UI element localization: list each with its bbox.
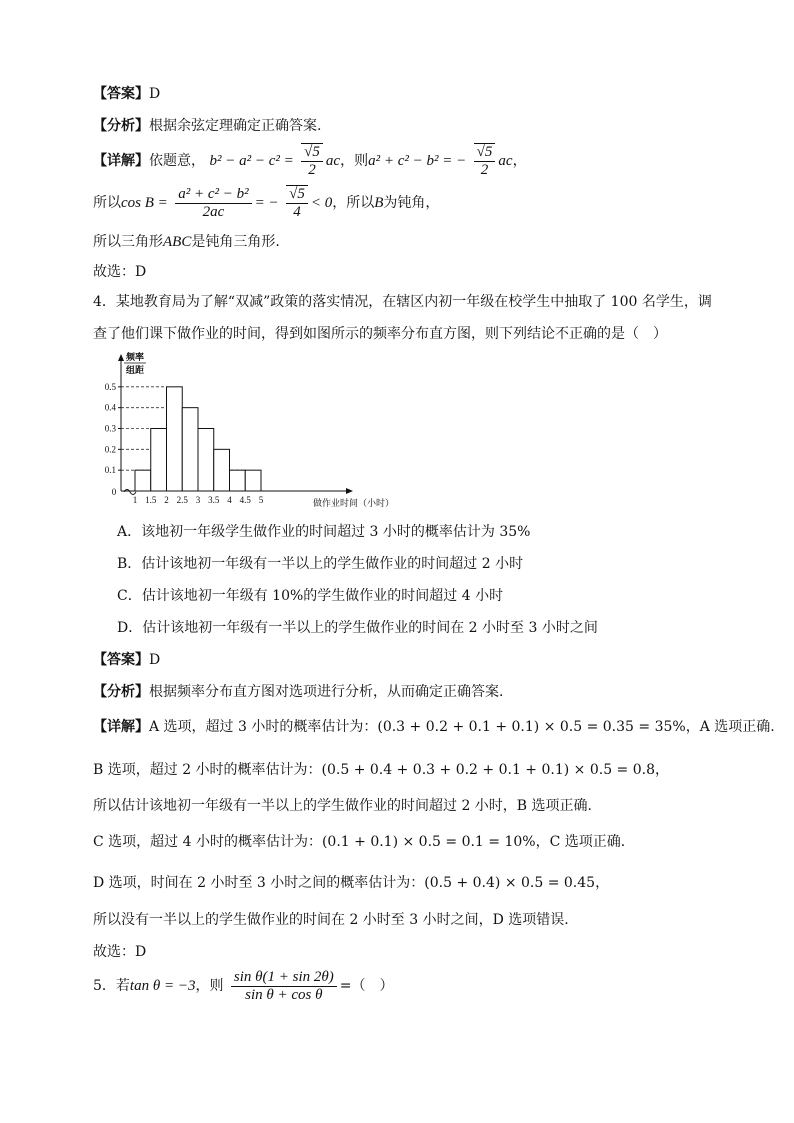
q4-detail-a-line	[93, 717, 775, 737]
x-tick-label: 5	[258, 495, 264, 505]
x-axis-label: 做作业时间（小时）	[313, 498, 395, 508]
angle-b: B	[374, 195, 384, 211]
cos-lhs: cos B =	[121, 195, 168, 211]
x-tick-label: 3	[195, 495, 201, 505]
q4-detail-b2: 所以估计该地初一年级有一半以上的学生做作业的时间超过 2 小时，B 选项正确.	[93, 798, 592, 814]
histogram-bar	[167, 387, 183, 491]
histogram-bar	[182, 408, 198, 491]
histogram-bar	[230, 470, 246, 491]
cos-tail: < 0	[310, 195, 333, 211]
analysis-text: 根据余弦定理确定正确答案.	[149, 118, 322, 134]
y-tick-label: 0.1	[104, 465, 116, 476]
eq2-tail: ac	[498, 153, 513, 169]
axis-break-icon	[124, 490, 136, 495]
y-label-top: 频率	[125, 352, 145, 362]
analysis-text: 根据频率分布直方图对选项进行分析，从而确定正确答案.	[149, 684, 504, 700]
q4-option-c: C．估计该地初一年级有 10%的学生做作业的时间超过 4 小时	[117, 588, 504, 604]
q4-stem-line1: 4．某地教育局为了解“双减”政策的落实情况，在辖区内初一年级在校学生中抽取了 100 名学生，调	[93, 294, 712, 310]
q5-tail: =（ ）	[339, 978, 394, 994]
cos-eq: = −	[254, 195, 279, 211]
y-tick-label: 0.3	[104, 423, 116, 434]
frequency-histogram	[93, 352, 395, 512]
histogram-bar	[245, 470, 261, 491]
analysis-tag: 【分析】	[93, 118, 149, 134]
answer-tag: 【答案】	[93, 86, 149, 102]
q3-detail-line	[93, 142, 527, 180]
y-axis-arrow	[118, 354, 124, 361]
cos-prefix: 所以	[93, 195, 121, 211]
q5-prefix: 5．若	[93, 978, 130, 994]
x-tick-label: 1	[132, 495, 138, 505]
x-tick-label: 1.5	[145, 495, 157, 505]
y-tick-label: 0.2	[104, 444, 116, 455]
detail-intro: 依题意，	[149, 153, 205, 169]
x-axis-arrow	[346, 488, 353, 494]
detail-tag: 【详解】	[93, 719, 149, 735]
triangle-abc: ABC	[163, 234, 192, 250]
eq2-lhs: a² + c² − b² = −	[368, 153, 467, 169]
q4-detail-d2: 所以没有一半以上的学生做作业的时间在 2 小时至 3 小时之间，D 选项错误.	[93, 912, 569, 928]
histogram-bar	[198, 429, 214, 492]
eq1-fraction: $\frac{√5}{2}$	[301, 143, 323, 179]
analysis-tag: 【分析】	[93, 684, 149, 700]
q5-line	[93, 966, 394, 1006]
q3-cos-line	[93, 184, 439, 222]
q4-detail-b: B 选项，超过 2 小时的概率估计为：(0.5 + 0.4 + 0.3 + 0.2 + 0.1 + 0.1) × 0.5 = 0.8，	[93, 762, 670, 778]
x-tick-label: 3.5	[208, 495, 220, 505]
q4-detail-c: C 选项，超过 4 小时的概率估计为：(0.1 + 0.1) × 0.5 = 0.1 = 10%，C 选项正确.	[93, 834, 626, 850]
y-label-bottom: 组距	[125, 365, 145, 375]
cos-after: ，所以	[332, 195, 375, 211]
q4-option-b: B．估计该地初一年级有一半以上的学生做作业的时间超过 2 小时	[117, 556, 524, 572]
triangle-prefix: 所以三角形	[93, 234, 163, 250]
x-tick-label: 2	[164, 495, 169, 505]
cos-fraction-2: $\frac{√5}{4}$	[286, 185, 308, 221]
y-tick-label: 0.5	[104, 381, 116, 392]
x-tick-label: 4.5	[239, 495, 251, 505]
q3-answer-line	[93, 84, 160, 104]
q5-fraction: $\frac{\text{sin θ(1 + sin 2θ)}}{\text{sin θ + cos θ}}$	[231, 969, 337, 1004]
y-tick-label: 0.4	[104, 402, 116, 413]
histogram-bar	[214, 449, 230, 491]
q3-choose: 故选：D	[93, 264, 147, 280]
origin-label: 0	[111, 487, 117, 497]
triangle-rest: 是钝角三角形.	[191, 234, 280, 250]
q4-detail-d: D 选项，时间在 2 小时至 3 小时之间的概率估计为：(0.5 + 0.4) × 0.5 = 0.45，	[93, 875, 610, 891]
histogram-bar	[151, 429, 167, 492]
q3-triangle-line	[93, 232, 280, 252]
q4-option-d: D．估计该地初一年级有一半以上的学生做作业的时间在 2 小时至 3 小时之间	[117, 620, 598, 636]
q5-mid: ，则	[195, 978, 224, 994]
x-tick-label: 2.5	[176, 495, 188, 505]
histogram-bar	[135, 470, 151, 491]
answer-value: D	[149, 86, 161, 102]
answer-tag: 【答案】	[93, 652, 149, 668]
detail-end: ，	[512, 153, 527, 169]
q4-option-a: A．该地初一年级学生做作业的时间超过 3 小时的概率估计为 35%	[117, 524, 531, 540]
detail-a: A 选项，超过 3 小时的概率估计为：(0.3 + 0.2 + 0.1 + 0.1) × 0.5 = 0.35 = 35%，A 选项正确.	[149, 719, 775, 735]
q4-stem-line2: 查了他们课下做作业的时间，得到如图所示的频率分布直方图，则下列结论不正确的是（ ）	[93, 326, 667, 342]
eq1-lhs: b² − a² − c² =	[209, 153, 294, 169]
cos-fraction: $\frac{\text{a² + c² − b²}}{2ac}$	[175, 186, 251, 221]
answer-value: D	[149, 652, 161, 668]
q5-given: tan θ = −3	[129, 978, 196, 994]
x-tick-label: 4	[227, 495, 232, 505]
q4-analysis-line	[93, 682, 503, 702]
detail-tag: 【详解】	[93, 153, 149, 169]
q4-answer-line	[93, 650, 160, 670]
eq2-fraction: $\frac{√5}{2}$	[474, 143, 496, 179]
eq1-tail: ac	[325, 153, 341, 169]
q4-choose: 故选：D	[93, 944, 147, 960]
detail-mid: ，则	[340, 153, 369, 169]
q3-analysis-line	[93, 116, 321, 136]
cos-conclusion: 为钝角，	[383, 195, 440, 211]
